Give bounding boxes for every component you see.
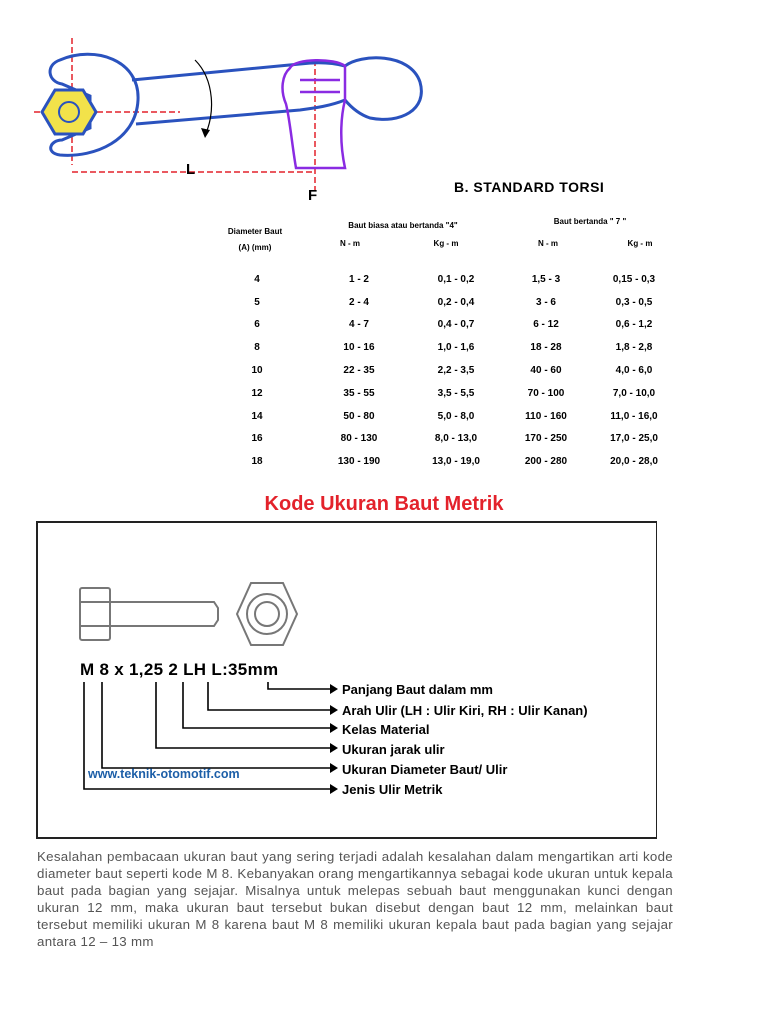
table-cell-d: 5 — [254, 296, 260, 308]
diameter-unit-header: (A) (mm) — [238, 243, 272, 252]
table-cell-kg7: 1,8 - 2,8 — [615, 342, 653, 354]
table-cell-kg7: 17,0 - 25,0 — [610, 433, 658, 445]
table-cell-kg7: 20,0 - 28,0 — [610, 456, 658, 468]
table-cell-kg4: 0,4 - 0,7 — [437, 319, 475, 331]
table-cell-nm4: 22 - 35 — [343, 365, 375, 377]
table-cell-d: 18 — [251, 456, 263, 468]
table-cell-kg4: 8,0 - 13,0 — [434, 433, 478, 445]
table-cell-nm7: 1,5 - 3 — [531, 273, 561, 285]
table-cell-nm7: 110 - 160 — [525, 410, 567, 422]
table-cell-d: 6 — [254, 319, 260, 331]
table-cell-nm7: 3 - 6 — [535, 296, 556, 308]
table-cell-kg7: 4,0 - 6,0 — [615, 365, 653, 377]
table-cell-d: 16 — [251, 433, 263, 445]
table-cell-kg4: 0,2 - 0,4 — [437, 296, 475, 308]
length-label: L — [186, 161, 196, 178]
table-cell-kg7: 0,15 - 0,3 — [612, 273, 656, 285]
table-cell-nm4: 130 - 190 — [337, 456, 381, 468]
explanation-thread-direction: Arah Ulir (LH : Ulir Kiri, RH : Ulir Kanan) — [342, 703, 588, 718]
table-cell-kg4: 3,5 - 5,5 — [437, 387, 475, 399]
table-cell-kg7: 11,0 - 16,0 — [610, 410, 658, 422]
table-cell-nm4: 2 - 4 — [348, 296, 369, 308]
table-cell-d: 14 — [251, 410, 263, 422]
table-cell-kg4: 5,0 - 8,0 — [437, 410, 475, 422]
explanation-diameter: Ukuran Diameter Baut/ Ulir — [342, 762, 508, 777]
table-cell-kg4: 0,1 - 0,2 — [437, 273, 475, 285]
table-cell-nm7: 18 - 28 — [530, 342, 562, 354]
unit-kg-header: Kg - m — [433, 239, 459, 248]
table-cell-nm7: 70 - 100 — [527, 387, 565, 399]
explanation-metric-thread: Jenis Ulir Metrik — [342, 782, 443, 797]
table-cell-nm4: 10 - 16 — [343, 342, 375, 354]
table-cell-d: 4 — [254, 273, 260, 285]
force-label: F — [308, 187, 318, 204]
diameter-header: Diameter Baut — [227, 227, 283, 236]
table-cell-kg7: 0,3 - 0,5 — [615, 296, 653, 308]
website-link[interactable]: www.teknik-otomotif.com — [88, 767, 240, 781]
group-4-header: Baut biasa atau bertanda "4" — [348, 221, 458, 230]
table-cell-d: 12 — [251, 387, 263, 399]
table-cell-nm7: 40 - 60 — [530, 365, 562, 377]
table-cell-nm7: 6 - 12 — [533, 319, 559, 331]
group-7-header: Baut bertanda " 7 " — [553, 217, 627, 226]
table-cell-d: 10 — [251, 365, 263, 377]
body-paragraph: Kesalahan pembacaan ukuran baut yang sering terjadi adalah kesalahan dalam mengartikan arti kode diameter baut seperti kode M 8. Kebanyakan orang mengartikannya sebagai kode ukuran untuk kepala baut pada bagian yang sejajar. Misalnya untuk melepas sebuah baut menggunakan kunci dengan ukuran 12 mm, maka ukuran baut tersebut bukan disebut dengan baut 12 mm, melainkan baut tersebut memiliki ukuran M 8 karena baut M 8 memiliki ukuran kepala baut pada bagian yang sejajar antara 12 – 13 mm — [37, 849, 673, 949]
table-cell-nm7: 170 - 250 — [524, 433, 568, 445]
table-cell-nm4: 35 - 55 — [343, 387, 375, 399]
table-cell-nm4: 80 - 130 — [340, 433, 378, 445]
unit-nm-header-7: N - m — [538, 239, 558, 248]
torque-table-title: B. STANDARD TORSI — [454, 179, 605, 195]
explanation-thread-pitch: Ukuran jarak ulir — [342, 742, 445, 757]
table-cell-nm4: 1 - 2 — [348, 273, 369, 285]
table-cell-kg4: 13,0 - 19,0 — [432, 456, 480, 468]
unit-kg-header-7: Kg - m — [627, 239, 653, 248]
table-cell-d: 8 — [254, 342, 260, 354]
table-cell-nm4: 50 - 80 — [343, 410, 375, 422]
explanation-length: Panjang Baut dalam mm — [342, 682, 493, 697]
table-cell-nm7: 200 - 280 — [524, 456, 568, 468]
bolt-code: M 8 x 1,25 2 LH L:35mm — [80, 660, 279, 679]
table-cell-kg7: 0,6 - 1,2 — [615, 319, 653, 331]
unit-nm-header: N - m — [340, 239, 360, 248]
table-cell-kg7: 7,0 - 10,0 — [612, 387, 656, 399]
explanation-material-class: Kelas Material — [342, 722, 430, 737]
table-cell-kg4: 1,0 - 1,6 — [437, 342, 475, 354]
table-cell-nm4: 4 - 7 — [348, 319, 369, 331]
table-cell-kg4: 2,2 - 3,5 — [437, 365, 475, 377]
section-title: Kode Ukuran Baut Metrik — [264, 493, 504, 515]
